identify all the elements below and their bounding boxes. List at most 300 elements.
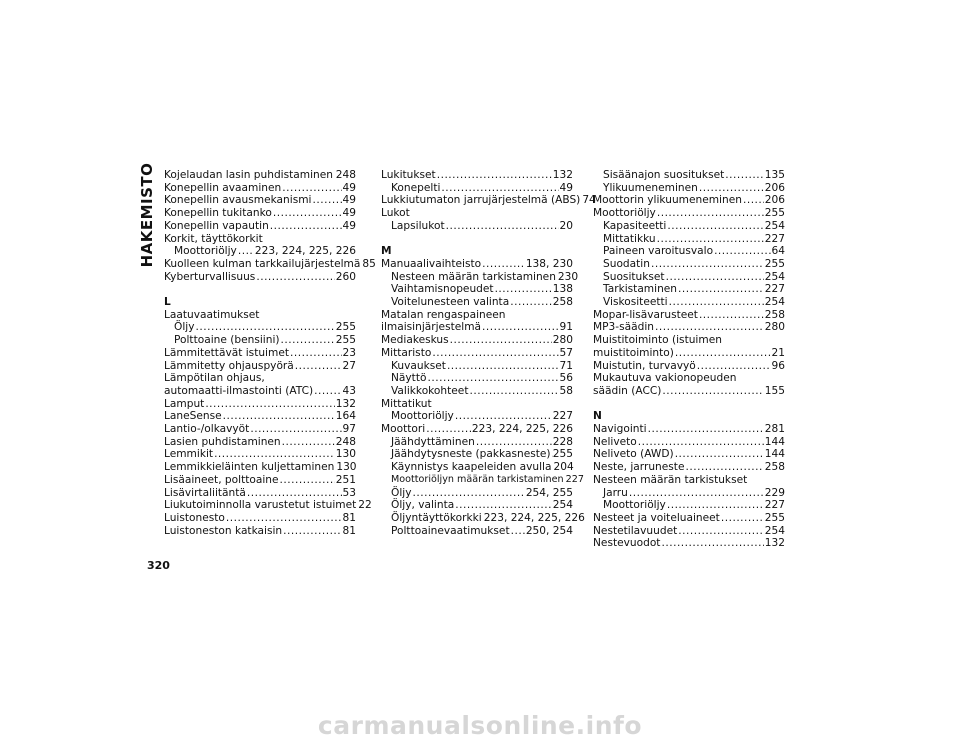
index-entry-page: 254 <box>552 499 573 512</box>
dot-leader <box>651 258 764 271</box>
index-entry-page: 229 <box>764 486 785 499</box>
index-entry-page: 255 <box>764 257 785 270</box>
index-entry-term: Suodatin <box>603 257 650 270</box>
index-entry-page: 255 <box>552 448 573 461</box>
dot-leader <box>334 169 335 182</box>
index-entry-term: Lisävirtaliitäntä <box>164 486 246 499</box>
index-entry-page: 204 <box>553 461 574 474</box>
index-entry-page: 258 <box>764 308 785 321</box>
index-entry-page: 254 <box>764 296 785 309</box>
dot-leader <box>447 360 559 373</box>
index-entry-term: Nestevuodot <box>593 537 661 550</box>
index-entry <box>593 436 785 449</box>
index-entry <box>164 347 356 360</box>
index-entry <box>381 525 573 538</box>
index-entry-page: 227 <box>764 499 785 512</box>
index-entry-term: Lasien puhdistaminen <box>164 435 281 448</box>
index-entry-term: Moottoriöljy <box>593 207 656 220</box>
index-entry-term: Lemmikit <box>164 448 214 461</box>
page-number: 320 <box>147 559 170 572</box>
index-entry-term: Lämmitettävät istuimet <box>164 346 289 359</box>
index-entry-term: Moottoriöljyn määrän tarkistaminen <box>391 473 564 485</box>
index-entry-term: Neliveto (AWD) <box>593 448 674 461</box>
index-entry <box>381 296 573 309</box>
index-entry <box>593 347 785 360</box>
index-entry-term: Lämmitetty ohjauspyörä <box>164 359 294 372</box>
index-entry-page: 255 <box>335 321 356 334</box>
index-entry-page: 49 <box>559 181 573 194</box>
index-entry <box>381 360 573 373</box>
dot-leader <box>675 448 764 461</box>
index-heading-line: Mukautuva vakionopeuden <box>593 372 737 385</box>
index-entry <box>593 220 785 233</box>
index-entry-term: Nesteet ja voiteluaineet <box>593 511 720 524</box>
dot-leader <box>678 525 764 538</box>
index-entry-page: 155 <box>764 384 785 397</box>
index-entry-page: 230 <box>557 270 579 283</box>
index-entry <box>593 245 785 258</box>
index-entry-page: 96 <box>771 359 785 372</box>
index-entry <box>381 347 573 360</box>
dot-leader <box>256 271 334 284</box>
index-entry <box>164 461 356 474</box>
index-entry-page: 135 <box>764 169 785 181</box>
index-heading-line: Korkit, täyttökorkit <box>164 232 263 245</box>
index-entry-page: 254, 255 <box>525 486 573 499</box>
index-entry-page: 254 <box>764 270 785 283</box>
dot-leader <box>482 258 525 271</box>
index-entry-term: Mediakeskus <box>381 334 449 347</box>
index-entry-page: 260 <box>335 270 356 283</box>
index-entry-page: 228 <box>552 435 573 448</box>
index-heading-line: Matalan rengaspaineen <box>381 308 506 321</box>
index-entry-page: 138 <box>552 283 573 296</box>
index-entry-term: Mopar-lisävarusteet <box>593 308 698 321</box>
index-entry-term: Luistoneston katkaisin <box>164 524 283 537</box>
index-letter-heading: N <box>593 410 602 423</box>
index-entry <box>593 296 785 309</box>
index-entry <box>164 207 356 220</box>
index-entry-term: Suositukset <box>603 270 665 283</box>
index-column-3 <box>593 169 785 550</box>
index-heading-line: Laatuvaatimukset <box>164 308 260 321</box>
index-entry <box>164 257 376 271</box>
index-entry <box>381 448 573 461</box>
index-entry <box>593 423 785 436</box>
index-entry-term: Sisäänajon suositukset <box>603 169 725 181</box>
index-entry <box>593 487 785 500</box>
dot-leader <box>432 347 558 360</box>
dot-leader <box>662 385 763 398</box>
index-entry <box>381 410 573 423</box>
index-entry-page: 138, 230 <box>525 257 573 270</box>
dot-leader <box>657 233 764 246</box>
dot-leader <box>196 321 335 334</box>
index-entry <box>381 385 573 398</box>
index-entry <box>164 271 356 284</box>
index-heading-line: Mittatikut <box>381 397 432 410</box>
index-entry-term: Konepellin avausmekanismi <box>164 194 312 207</box>
index-entry-term: Moottoriöljy <box>174 245 237 258</box>
index-entry <box>593 448 785 461</box>
dot-leader <box>226 512 342 525</box>
index-entry-page: 97 <box>342 423 356 436</box>
index-entry-page: 43 <box>342 384 356 397</box>
index-entry <box>593 525 785 538</box>
index-entry-page: 91 <box>559 321 573 334</box>
dot-leader <box>495 283 552 296</box>
index-entry-page: 248 <box>335 435 356 448</box>
section-side-label <box>137 162 157 268</box>
index-entry <box>164 321 356 334</box>
index-entry <box>164 410 356 423</box>
index-entry <box>381 194 596 207</box>
index-entry <box>593 182 785 195</box>
index-entry <box>593 321 785 334</box>
dot-leader <box>661 537 763 550</box>
index-entry-page: 255 <box>764 511 785 524</box>
dot-leader <box>450 334 552 347</box>
dot-leader <box>282 182 341 195</box>
index-entry-term: muistitoiminto) <box>593 346 674 359</box>
index-entry-page: 49 <box>342 181 356 194</box>
index-entry-page: 64 <box>771 245 785 258</box>
index-heading-line: Lukot <box>381 207 410 220</box>
index-entry-term: Moottorin ylikuumeneminen <box>593 194 742 207</box>
index-heading-line: Muistitoiminto (istuimen <box>593 334 722 347</box>
index-entry-page: 132 <box>335 397 356 410</box>
index-entry-page: 280 <box>552 334 573 347</box>
index-entry-term: Lantio-/olkavyöt <box>164 423 250 436</box>
index-entry-term: LaneSense <box>164 410 222 423</box>
index-entry-term: Polttoainevaatimukset <box>391 524 510 537</box>
index-entry-page: 258 <box>552 296 573 309</box>
index-entry <box>593 271 785 284</box>
index-entry <box>381 283 573 296</box>
index-entry <box>381 511 585 525</box>
index-entry-page: 21 <box>771 346 785 359</box>
index-entry <box>164 448 356 461</box>
dot-leader <box>667 220 763 233</box>
index-entry-term: automaatti-ilmastointi (ATC) <box>164 384 314 397</box>
index-entry <box>381 220 573 233</box>
index-entry <box>164 182 356 195</box>
index-entry <box>381 182 573 195</box>
index-entry-term: Muistutin, turvavyö <box>593 359 696 372</box>
index-entry-term: Kojelaudan lasin puhdistaminen <box>164 169 333 181</box>
index-entry <box>164 499 372 512</box>
dot-leader <box>247 487 342 500</box>
index-column-2 <box>381 169 596 537</box>
index-entry <box>593 537 785 550</box>
index-entry-page: 281 <box>764 423 785 436</box>
dot-leader <box>280 474 335 487</box>
index-entry-term: Öljy <box>174 321 195 334</box>
index-entry-page: 49 <box>342 219 356 232</box>
index-entry-page: 130 <box>335 448 356 461</box>
index-entry-page: 71 <box>559 359 573 372</box>
index-entry-page: 206 <box>764 194 785 207</box>
index-entry <box>164 436 356 449</box>
index-entry <box>593 385 785 398</box>
index-entry <box>164 525 356 538</box>
index-entry <box>593 233 785 246</box>
index-entry-page: 27 <box>342 359 356 372</box>
index-entry-term: Öljy, valinta <box>391 499 455 512</box>
dot-leader <box>426 423 471 436</box>
dot-leader <box>455 410 552 423</box>
index-entry-term: Näyttö <box>391 372 427 385</box>
index-entry-term: Kuolleen kulman tarkkailujärjestelmä <box>164 257 361 270</box>
index-entry-page: 23 <box>342 346 356 359</box>
index-entry-page: 58 <box>559 384 573 397</box>
index-entry-page: 130 <box>336 461 357 474</box>
index-entry-term: Mittaristo <box>381 346 432 359</box>
index-entry <box>381 487 573 500</box>
index-entry <box>164 423 356 436</box>
dot-leader <box>476 436 552 449</box>
dot-leader <box>273 207 342 220</box>
index-entry-term: Konepellin tukitanko <box>164 207 272 220</box>
index-entry-page: 223, 224, 225, 226 <box>483 511 585 524</box>
index-entry-page: 254 <box>764 219 785 232</box>
index-entry <box>593 499 785 512</box>
index-entry <box>381 473 584 487</box>
index-entry-page: 20 <box>559 219 573 232</box>
index-entry-term: Kyberturvallisuus <box>164 270 256 283</box>
index-entry <box>593 461 785 474</box>
index-entry-page: 280 <box>764 321 785 334</box>
dot-leader <box>669 296 764 309</box>
index-entry-term: Konepellin avaaminen <box>164 181 282 194</box>
index-entry <box>593 258 785 271</box>
index-entry-term: Nestetilavuudet <box>593 524 678 537</box>
index-entry-page: 250, 254 <box>525 524 573 537</box>
index-entry <box>381 169 573 182</box>
index-entry-page: 255 <box>335 334 356 347</box>
dot-leader <box>281 334 335 347</box>
dot-leader <box>721 512 764 525</box>
index-entry <box>593 360 785 373</box>
dot-leader <box>314 385 341 398</box>
index-entry <box>593 512 785 525</box>
index-entry-page: 206 <box>764 181 785 194</box>
dot-leader <box>413 487 525 500</box>
index-entry-term: Voitelunesteen valinta <box>391 296 510 309</box>
section-title: HAKEMISTO <box>138 162 156 268</box>
index-entry-page: 164 <box>335 410 356 423</box>
dot-leader <box>282 436 335 449</box>
index-entry <box>164 220 356 233</box>
index-entry-term: Lukkiutumaton jarrujärjestelmä (ABS) <box>381 194 581 207</box>
index-entry <box>381 334 573 347</box>
index-entry-term: Ylikuumeneminen <box>603 181 698 194</box>
dot-leader <box>214 448 335 461</box>
index-entry-term: Navigointi <box>593 423 647 436</box>
dot-leader <box>655 321 764 334</box>
dot-leader <box>629 487 764 500</box>
dot-leader <box>482 321 559 334</box>
index-entry <box>164 360 356 373</box>
dot-leader <box>238 245 254 258</box>
index-entry-term: Jäähdytysneste (pakkasneste) <box>391 448 551 461</box>
dot-leader <box>455 499 552 512</box>
index-column-1 <box>164 169 376 537</box>
dot-leader <box>510 296 552 309</box>
index-entry-page: 254 <box>764 524 785 537</box>
index-entry <box>381 461 573 474</box>
index-entry-page: 74 <box>582 194 596 207</box>
dot-leader <box>223 410 335 423</box>
dot-leader <box>441 182 558 195</box>
dot-leader <box>427 372 558 385</box>
index-entry-page: 223, 224, 225, 226 <box>471 423 573 436</box>
index-entry-term: Lemmikkieläinten kuljettaminen <box>164 461 335 474</box>
index-entry <box>381 258 573 271</box>
dot-leader <box>699 182 764 195</box>
dot-leader <box>511 525 525 538</box>
index-entry <box>164 334 356 347</box>
index-letter-heading: M <box>381 245 392 258</box>
index-entry-term: Valikkokohteet <box>391 384 469 397</box>
index-entry-term: Tarkistaminen <box>603 283 678 296</box>
index-entry <box>381 270 579 284</box>
index-entry <box>593 309 785 322</box>
index-entry-term: Konepelti <box>391 181 441 194</box>
index-entry-term: Öljyntäyttökorkki <box>391 511 482 524</box>
dot-leader <box>675 347 771 360</box>
index-entry <box>164 487 356 500</box>
index-entry-page: 85 <box>362 257 376 270</box>
dot-leader <box>295 360 342 373</box>
index-entry-page: 22 <box>358 499 372 512</box>
dot-leader <box>638 436 764 449</box>
dot-leader <box>648 423 764 436</box>
index-entry-term: Mittatikku <box>603 232 656 245</box>
index-entry-term: Nesteen määrän tarkistaminen <box>391 270 556 283</box>
index-entry-page: 49 <box>342 207 356 220</box>
index-entry-term: säädin (ACC) <box>593 384 662 397</box>
index-entry <box>593 194 785 207</box>
dot-leader <box>678 283 764 296</box>
index-entry <box>164 245 356 258</box>
index-entry <box>381 436 573 449</box>
dot-leader <box>437 169 552 182</box>
index-entry-page: 223, 224, 225, 226 <box>254 245 356 258</box>
index-heading-line: Lämpötilan ohjaus, <box>164 372 265 385</box>
index-entry-page: 144 <box>764 448 785 461</box>
watermark-text: carmanualsonline.info <box>317 711 643 740</box>
index-entry-term: Viskositeetti <box>603 296 668 309</box>
index-entry-term: Lamput <box>164 397 205 410</box>
index-entry-term: Paineen varoitusvalo <box>603 245 714 258</box>
index-entry <box>381 372 573 385</box>
index-entry-term: Jarru <box>603 486 628 499</box>
index-entry-term: Lapsilukot <box>391 219 445 232</box>
index-entry-term: Neliveto <box>593 435 637 448</box>
index-entry-term: Moottori <box>381 423 426 436</box>
index-entry-term: MP3-säädin <box>593 321 654 334</box>
index-entry <box>164 385 356 398</box>
index-entry-term: Vaihtamisnopeudet <box>391 283 494 296</box>
dot-leader <box>714 245 770 258</box>
dot-leader <box>283 525 341 538</box>
index-entry-page: 57 <box>559 346 573 359</box>
index-entry-page: 56 <box>559 372 573 385</box>
index-entry-term: Öljy <box>391 486 412 499</box>
dot-leader <box>446 220 559 233</box>
index-entry-term: Käynnistys kaapeleiden avulla <box>391 461 552 474</box>
index-entry-term: Neste, jarruneste <box>593 461 685 474</box>
index-entry-page: 49 <box>342 194 356 207</box>
dot-leader <box>697 360 771 373</box>
index-entry-page: 81 <box>342 511 356 524</box>
dot-leader <box>469 385 558 398</box>
index-entry <box>164 169 356 182</box>
dot-leader <box>290 347 342 360</box>
index-entry-term: Lukitukset <box>381 169 436 181</box>
dot-leader <box>699 309 764 322</box>
index-entry-term: ilmaisinjärjestelmä <box>381 321 482 334</box>
dot-leader <box>685 461 763 474</box>
index-entry-page: 81 <box>342 524 356 537</box>
index-entry <box>381 321 573 334</box>
index-entry <box>593 283 785 296</box>
dot-leader <box>250 423 341 436</box>
index-entry <box>164 474 356 487</box>
index-entry-page: 255 <box>764 207 785 220</box>
index-entry-term: Jäähdyttäminen <box>391 435 475 448</box>
dot-leader <box>205 398 334 411</box>
index-entry-page: 251 <box>335 473 356 486</box>
dot-leader <box>667 499 764 512</box>
index-entry-term: Moottoriöljy <box>603 499 666 512</box>
index-entry <box>381 423 573 436</box>
index-entry-page: 258 <box>764 461 785 474</box>
index-entry-term: Luistonesto <box>164 511 225 524</box>
index-entry <box>164 512 356 525</box>
index-entry-page: 53 <box>342 486 356 499</box>
index-entry <box>593 207 785 220</box>
index-entry-page: 227 <box>764 283 785 296</box>
index-entry-page: 132 <box>552 169 573 181</box>
index-entry <box>164 398 356 411</box>
index-entry-term: Lisäaineet, polttoaine <box>164 473 279 486</box>
dot-leader <box>725 169 764 182</box>
index-heading-line: Nesteen määrän tarkistukset <box>593 473 748 486</box>
index-entry-term: Manuaalivaihteisto <box>381 257 482 270</box>
index-entry-page: 248 <box>335 169 356 181</box>
index-entry <box>593 169 785 182</box>
index-entry <box>164 194 356 207</box>
index-entry-term: Kuvaukset <box>391 359 446 372</box>
index-entry-page: 227 <box>764 232 785 245</box>
index-entry-page: 227 <box>565 473 584 485</box>
dot-leader <box>743 194 764 207</box>
index-entry-page: 132 <box>764 537 785 550</box>
dot-leader <box>657 207 764 220</box>
dot-leader <box>270 220 342 233</box>
index-entry-page: 227 <box>552 410 573 423</box>
dot-leader <box>313 194 342 207</box>
index-entry-term: Konepellin vapautin <box>164 219 269 232</box>
index-entry <box>381 499 573 512</box>
dot-leader <box>666 271 764 284</box>
index-entry-term: Polttoaine (bensiini) <box>174 334 280 347</box>
index-entry-term: Liukutoiminnolla varustetut istuimet <box>164 499 357 512</box>
index-entry-term: Moottoriöljy <box>391 410 454 423</box>
index-entry-page: 144 <box>764 435 785 448</box>
